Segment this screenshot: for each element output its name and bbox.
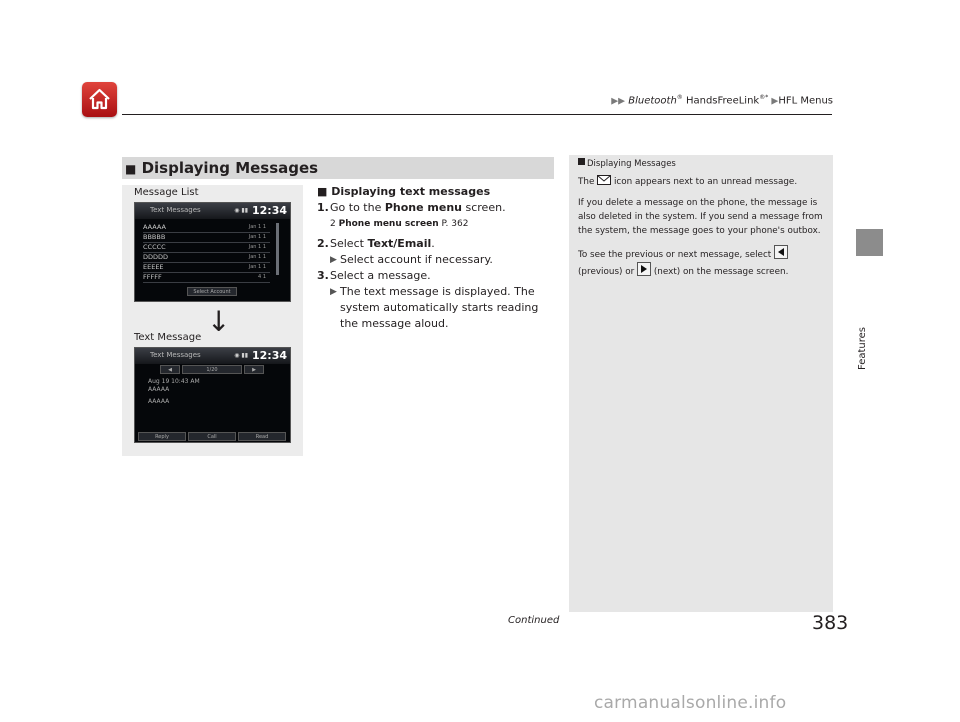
list-item[interactable]: DDDDD Jan 1 1 xyxy=(143,253,270,263)
note-title: Displaying Messages xyxy=(578,157,825,171)
call-button[interactable]: Call xyxy=(188,432,236,441)
screen-clock: 12:34 xyxy=(251,349,287,362)
note-paragraph-1: The icon appears next to an unread message. xyxy=(578,177,798,187)
xref-icon: 2 xyxy=(330,219,336,229)
section-title: Displaying Messages xyxy=(141,159,319,177)
screen-title-bar xyxy=(135,348,290,364)
message-date: Aug 19 10:43 AM xyxy=(148,378,200,385)
screen-clock: 12:34 xyxy=(251,204,287,217)
chapter-tab-label: Features xyxy=(857,327,868,370)
list-item[interactable]: AAAAA Jan 1 1 xyxy=(143,223,270,233)
breadcrumb-arrow-icon: ▶▶ xyxy=(611,96,626,107)
status-icons: ◉ ▮▮ xyxy=(234,207,248,214)
breadcrumb-hfl[interactable]: HandsFreeLink xyxy=(682,95,760,107)
next-icon xyxy=(637,262,651,276)
step-3: 3. Select a message. xyxy=(317,269,431,282)
header-rule xyxy=(122,114,832,115)
reply-button[interactable]: Reply xyxy=(138,432,186,441)
page-number: 383 xyxy=(812,612,849,634)
screen-title: Text Messages xyxy=(150,206,201,214)
status-icons: ◉ ▮▮ xyxy=(234,352,248,359)
screen-illustrations xyxy=(122,185,303,456)
list-item[interactable]: BBBBB Jan 1 1 xyxy=(143,233,270,243)
text-message-label: Text Message xyxy=(134,332,202,343)
envelope-icon xyxy=(597,175,611,185)
subheading: ■ Displaying text messages xyxy=(317,185,491,198)
previous-icon xyxy=(774,245,788,259)
read-button[interactable]: Read xyxy=(238,432,286,441)
list-item[interactable]: EEEEE Jan 1 1 xyxy=(143,263,270,273)
breadcrumb-arrow-icon: ▶ xyxy=(771,96,779,107)
chapter-tab[interactable] xyxy=(856,229,883,256)
result-arrow-icon: ▶ xyxy=(330,287,337,297)
message-body: AAAAA xyxy=(148,398,170,405)
breadcrumb: ▶▶ Bluetooth® HandsFreeLink®* ▶HFL Menus xyxy=(611,94,833,107)
message-list-screen xyxy=(134,202,291,302)
watermark: carmanualsonline.info xyxy=(594,693,787,713)
home-icon[interactable] xyxy=(82,82,117,117)
result-arrow-icon: ▶ xyxy=(330,255,337,265)
section-marker: ■ xyxy=(125,162,137,176)
note-panel xyxy=(569,155,833,612)
note-paragraph-3: To see the previous or next message, select (previous) or (next) on the message screen. xyxy=(578,245,825,279)
scrollbar[interactable] xyxy=(276,223,279,275)
screen-title-bar xyxy=(135,203,290,219)
step-1: 1. Go to the Phone menu screen. xyxy=(317,201,506,214)
instructions xyxy=(317,184,557,332)
message-from: AAAAA xyxy=(148,386,170,393)
message-counter: 1/20 xyxy=(182,365,242,374)
list-item[interactable]: FFFFF 4 1 xyxy=(143,273,270,283)
screen-title: Text Messages xyxy=(150,351,201,359)
down-arrow-icon: ↓ xyxy=(207,305,231,338)
previous-message-button[interactable]: ◀ xyxy=(160,365,180,374)
select-account-button[interactable]: Select Account xyxy=(187,287,237,296)
text-message-screen xyxy=(134,347,291,443)
step-2: 2. Select Text/Email. xyxy=(317,237,435,250)
next-message-button[interactable]: ▶ xyxy=(244,365,264,374)
step-2-result: ▶ Select account if necessary. xyxy=(330,253,493,266)
cross-reference[interactable]: 2 Phone menu screen P. 362 xyxy=(330,219,469,229)
section-heading xyxy=(122,157,554,179)
breadcrumb-hfl-menus[interactable]: HFL Menus xyxy=(778,95,833,107)
note-paragraph-2: If you delete a message on the phone, the message is also deleted in the system. If you send a message from the system, the message goes to your phone's outbox. xyxy=(578,198,823,236)
breadcrumb-bluetooth[interactable]: Bluetooth xyxy=(628,95,677,107)
list-item[interactable]: CCCCC Jan 1 1 xyxy=(143,243,270,253)
message-list-label: Message List xyxy=(134,187,199,198)
continued-label: Continued xyxy=(508,615,560,626)
step-3-result: ▶ The text message is displayed. The system automatically starts reading the message aloud. xyxy=(330,285,539,330)
